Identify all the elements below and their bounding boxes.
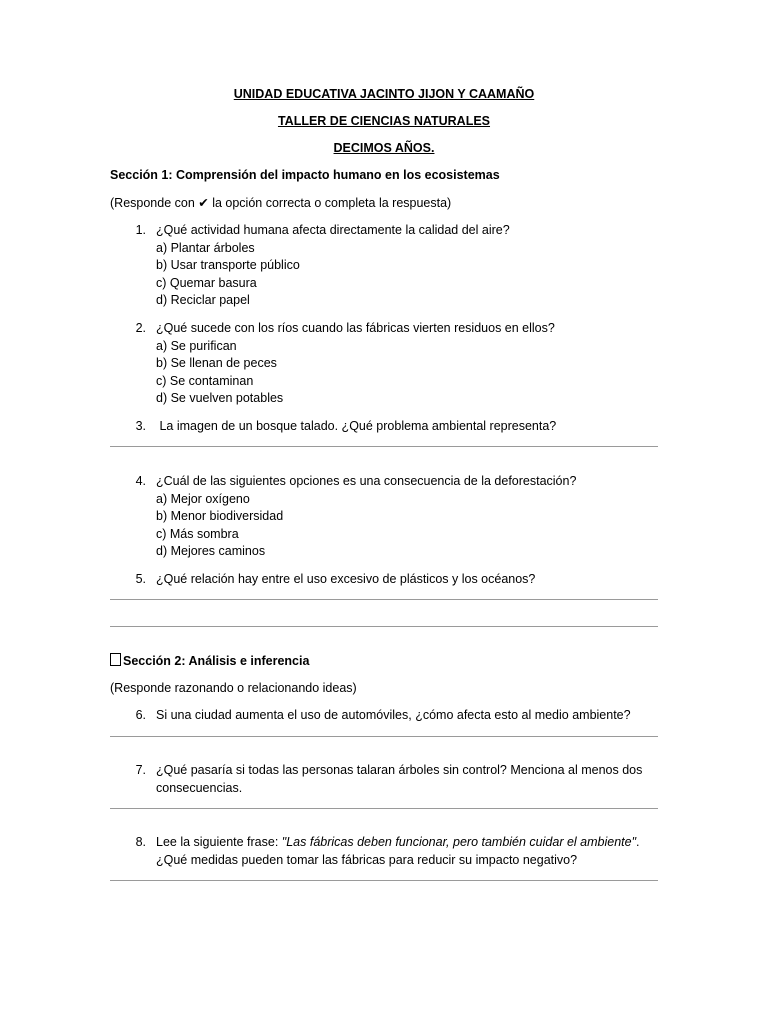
- section2-instruction: (Responde razonando o relacionando ideas): [110, 681, 357, 695]
- answer-line-7[interactable]: [110, 808, 658, 809]
- missing-glyph-icon: [110, 653, 121, 666]
- section2-title: Sección 2: Análisis e inferencia: [110, 653, 309, 671]
- option-c[interactable]: c) Quemar basura: [156, 275, 257, 290]
- question-number: 4.: [135, 474, 146, 488]
- option-d[interactable]: d) Se vuelven potables: [156, 391, 284, 405]
- answer-line-5b[interactable]: [110, 626, 658, 627]
- option-c[interactable]: c) Más sombra: [156, 526, 239, 541]
- answer-line-6[interactable]: [110, 736, 658, 737]
- answer-line-8[interactable]: [110, 880, 658, 881]
- question-text: La imagen de un bosque talado. ¿Qué problema ambiental representa?: [156, 419, 557, 433]
- option-b[interactable]: b) Usar transporte público: [156, 258, 300, 272]
- quote-prefix: Lee la siguiente frase:: [156, 835, 282, 849]
- option-a[interactable]: a) Se purifican: [156, 338, 237, 353]
- question-text: ¿Qué sucede con los ríos cuando las fábricas vierten residuos en ellos?: [156, 321, 555, 335]
- option-d[interactable]: d) Reciclar papel: [156, 293, 250, 307]
- question-number: 6.: [135, 708, 146, 722]
- quote-suffix: .: [636, 835, 640, 849]
- school-name: UNIDAD EDUCATIVA JACINTO JIJON Y CAAMAÑO: [233, 87, 535, 101]
- answer-line-5a[interactable]: [110, 599, 658, 600]
- question-number: 1.: [135, 223, 146, 237]
- section1-instruction: (Responde con ✔ la opción correcta o completa la respuesta): [110, 196, 452, 210]
- question-number: 8.: [135, 835, 146, 849]
- question-number: 5.: [135, 572, 146, 586]
- grade-title: DECIMOS AÑOS.: [333, 141, 435, 155]
- option-b[interactable]: b) Menor biodiversidad: [156, 509, 284, 523]
- option-a[interactable]: a) Mejor oxígeno: [156, 491, 250, 506]
- option-c[interactable]: c) Se contaminan: [156, 373, 254, 388]
- subject-title: TALLER DE CIENCIAS NATURALES: [277, 114, 491, 128]
- option-d[interactable]: d) Mejores caminos: [156, 544, 266, 558]
- section1-title: Sección 1: Comprensión del impacto humano en los ecosistemas: [110, 168, 500, 182]
- question-text: Si una ciudad aumenta el uso de automóviles, ¿cómo afecta esto al medio ambiente?: [156, 708, 631, 722]
- question-text-line1: [156, 834, 640, 852]
- quote-text: "Las fábricas deben funcionar, pero también cuidar el ambiente": [281, 835, 637, 849]
- question-number: 3.: [135, 419, 146, 433]
- question-number: 7.: [135, 763, 146, 777]
- question-number: 2.: [135, 321, 146, 335]
- answer-line-3[interactable]: [110, 446, 658, 447]
- question-text: ¿Cuál de las siguientes opciones es una consecuencia de la deforestación?: [156, 474, 577, 488]
- question-text-line2: consecuencias.: [156, 780, 243, 795]
- option-a[interactable]: a) Plantar árboles: [156, 240, 255, 255]
- question-text-line2: ¿Qué medidas pueden tomar las fábricas para reducir su impacto negativo?: [156, 852, 578, 867]
- question-text: ¿Qué relación hay entre el uso excesivo de plásticos y los océanos?: [156, 572, 536, 586]
- question-text-line1: ¿Qué pasaría si todas las personas talaran árboles sin control? Menciona al menos dos: [156, 763, 643, 777]
- question-text: ¿Qué actividad humana afecta directamente la calidad del aire?: [156, 223, 510, 237]
- option-b[interactable]: b) Se llenan de peces: [156, 356, 277, 370]
